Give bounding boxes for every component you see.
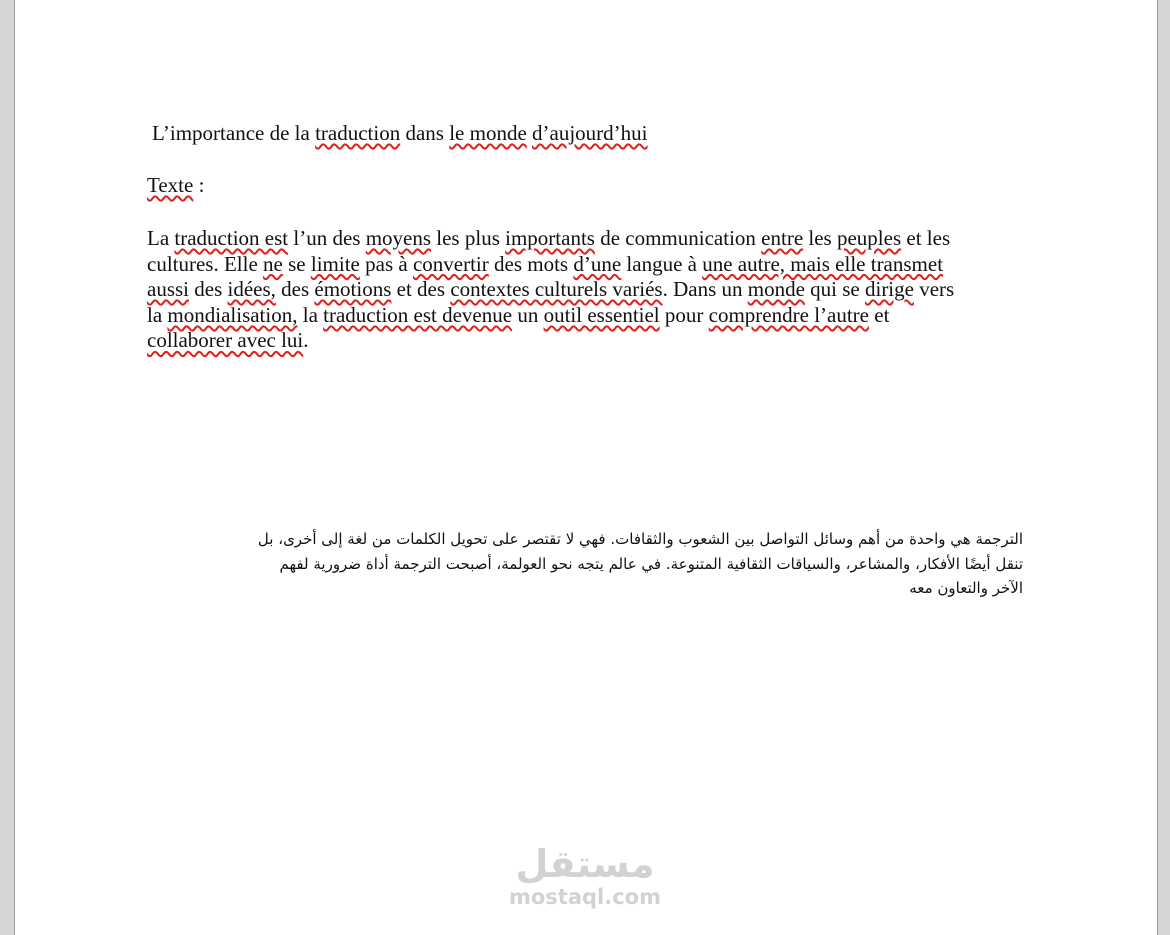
text-run: les plus <box>431 226 506 250</box>
misspelled-word: contextes culturels variés <box>450 277 663 302</box>
text-run: l’un des <box>288 226 366 250</box>
misspelled-word: idées, <box>227 277 276 302</box>
watermark-domain: mostaql.com <box>509 885 661 909</box>
misspelled-word: convertir <box>412 251 489 276</box>
paragraph-line <box>147 226 1027 252</box>
text-run: et les <box>901 226 951 250</box>
arabic-line: تنقل أيضًا الأفكار، والمشاعر، والسياقات الثقافية المتنوعة. في عالم يتجه نحو العولمة، أصبحت الترجمة أداة ضرورية لفهم <box>279 554 1023 573</box>
misspelled-word: traduction <box>315 121 401 145</box>
window-frame-right <box>1157 0 1170 935</box>
misspelled-word: importants <box>505 226 595 250</box>
french-paragraph[interactable] <box>147 226 1027 354</box>
text-run: et <box>869 302 890 327</box>
paragraph-line <box>147 328 1027 354</box>
arabic-line: الآخر والتعاون معه <box>909 579 1023 597</box>
text-run: pour <box>659 302 709 327</box>
misspelled-word: dirige <box>864 277 914 302</box>
text-run: les <box>803 226 837 250</box>
text-run: qui se <box>804 277 865 302</box>
window-frame-left <box>0 0 15 935</box>
text-run: L’importance de la <box>152 121 316 145</box>
misspelled-word: entre <box>761 226 804 250</box>
document-title <box>152 121 648 146</box>
text-run: dans <box>400 121 450 145</box>
text-run: un <box>512 302 544 327</box>
misspelled-word: moyens <box>365 226 432 250</box>
text-run: et des <box>391 277 451 302</box>
paragraph-line <box>147 252 1027 278</box>
text-run: cultures. Elle <box>147 251 264 276</box>
paragraph-line <box>147 277 1027 303</box>
misspelled-word: comprendre l’autre <box>708 302 869 327</box>
misspelled-word: émotions <box>314 277 392 302</box>
paragraph-line <box>147 303 1027 329</box>
text-run: . <box>303 328 309 353</box>
misspelled-word: traduction est devenue <box>323 302 513 327</box>
text-run: des mots <box>488 251 574 276</box>
misspelled-word: le monde <box>449 121 527 145</box>
watermark-logo-text: مستقل <box>515 842 655 886</box>
misspelled-word: ne <box>263 251 283 276</box>
misspelled-word: une autre, mais elle transmet <box>702 251 944 276</box>
text-run: la <box>147 302 168 327</box>
text-run: vers <box>913 277 955 302</box>
misspelled-word: peuples <box>836 226 902 250</box>
misspelled-word: d’aujourd’hui <box>532 121 648 145</box>
text-run: se <box>282 251 311 276</box>
misspelled-word: aussi <box>147 277 189 302</box>
misspelled-word: limite <box>310 251 360 276</box>
text-run: : <box>193 173 205 197</box>
text-run: pas à <box>359 251 413 276</box>
misspelled-word: traduction est <box>174 226 289 250</box>
misspelled-word: collaborer avec lui <box>147 328 304 353</box>
text-run: La <box>147 226 175 250</box>
text-run: des <box>189 277 228 302</box>
misspelled-word: mondialisation, <box>167 302 298 327</box>
misspelled-word: d’une <box>573 251 622 276</box>
misspelled-word: outil essentiel <box>543 302 660 327</box>
text-run: . Dans un <box>662 277 748 302</box>
text-run: de communication <box>594 226 762 250</box>
text-run: la <box>297 302 324 327</box>
arabic-paragraph[interactable] <box>145 527 1023 601</box>
arabic-line: الترجمة هي واحدة من أهم وسائل التواصل بين الشعوب والثقافات. فهي لا تقتصر على تحويل الكلمات من لغة إلى أخرى، بل <box>257 530 1023 548</box>
document-page[interactable] <box>15 0 1157 935</box>
text-run: langue à <box>621 251 703 276</box>
text-label <box>147 173 204 198</box>
watermark-logo <box>495 842 675 908</box>
misspelled-word: Texte <box>147 173 194 197</box>
text-run: des <box>275 277 315 302</box>
misspelled-word: monde <box>747 277 805 302</box>
